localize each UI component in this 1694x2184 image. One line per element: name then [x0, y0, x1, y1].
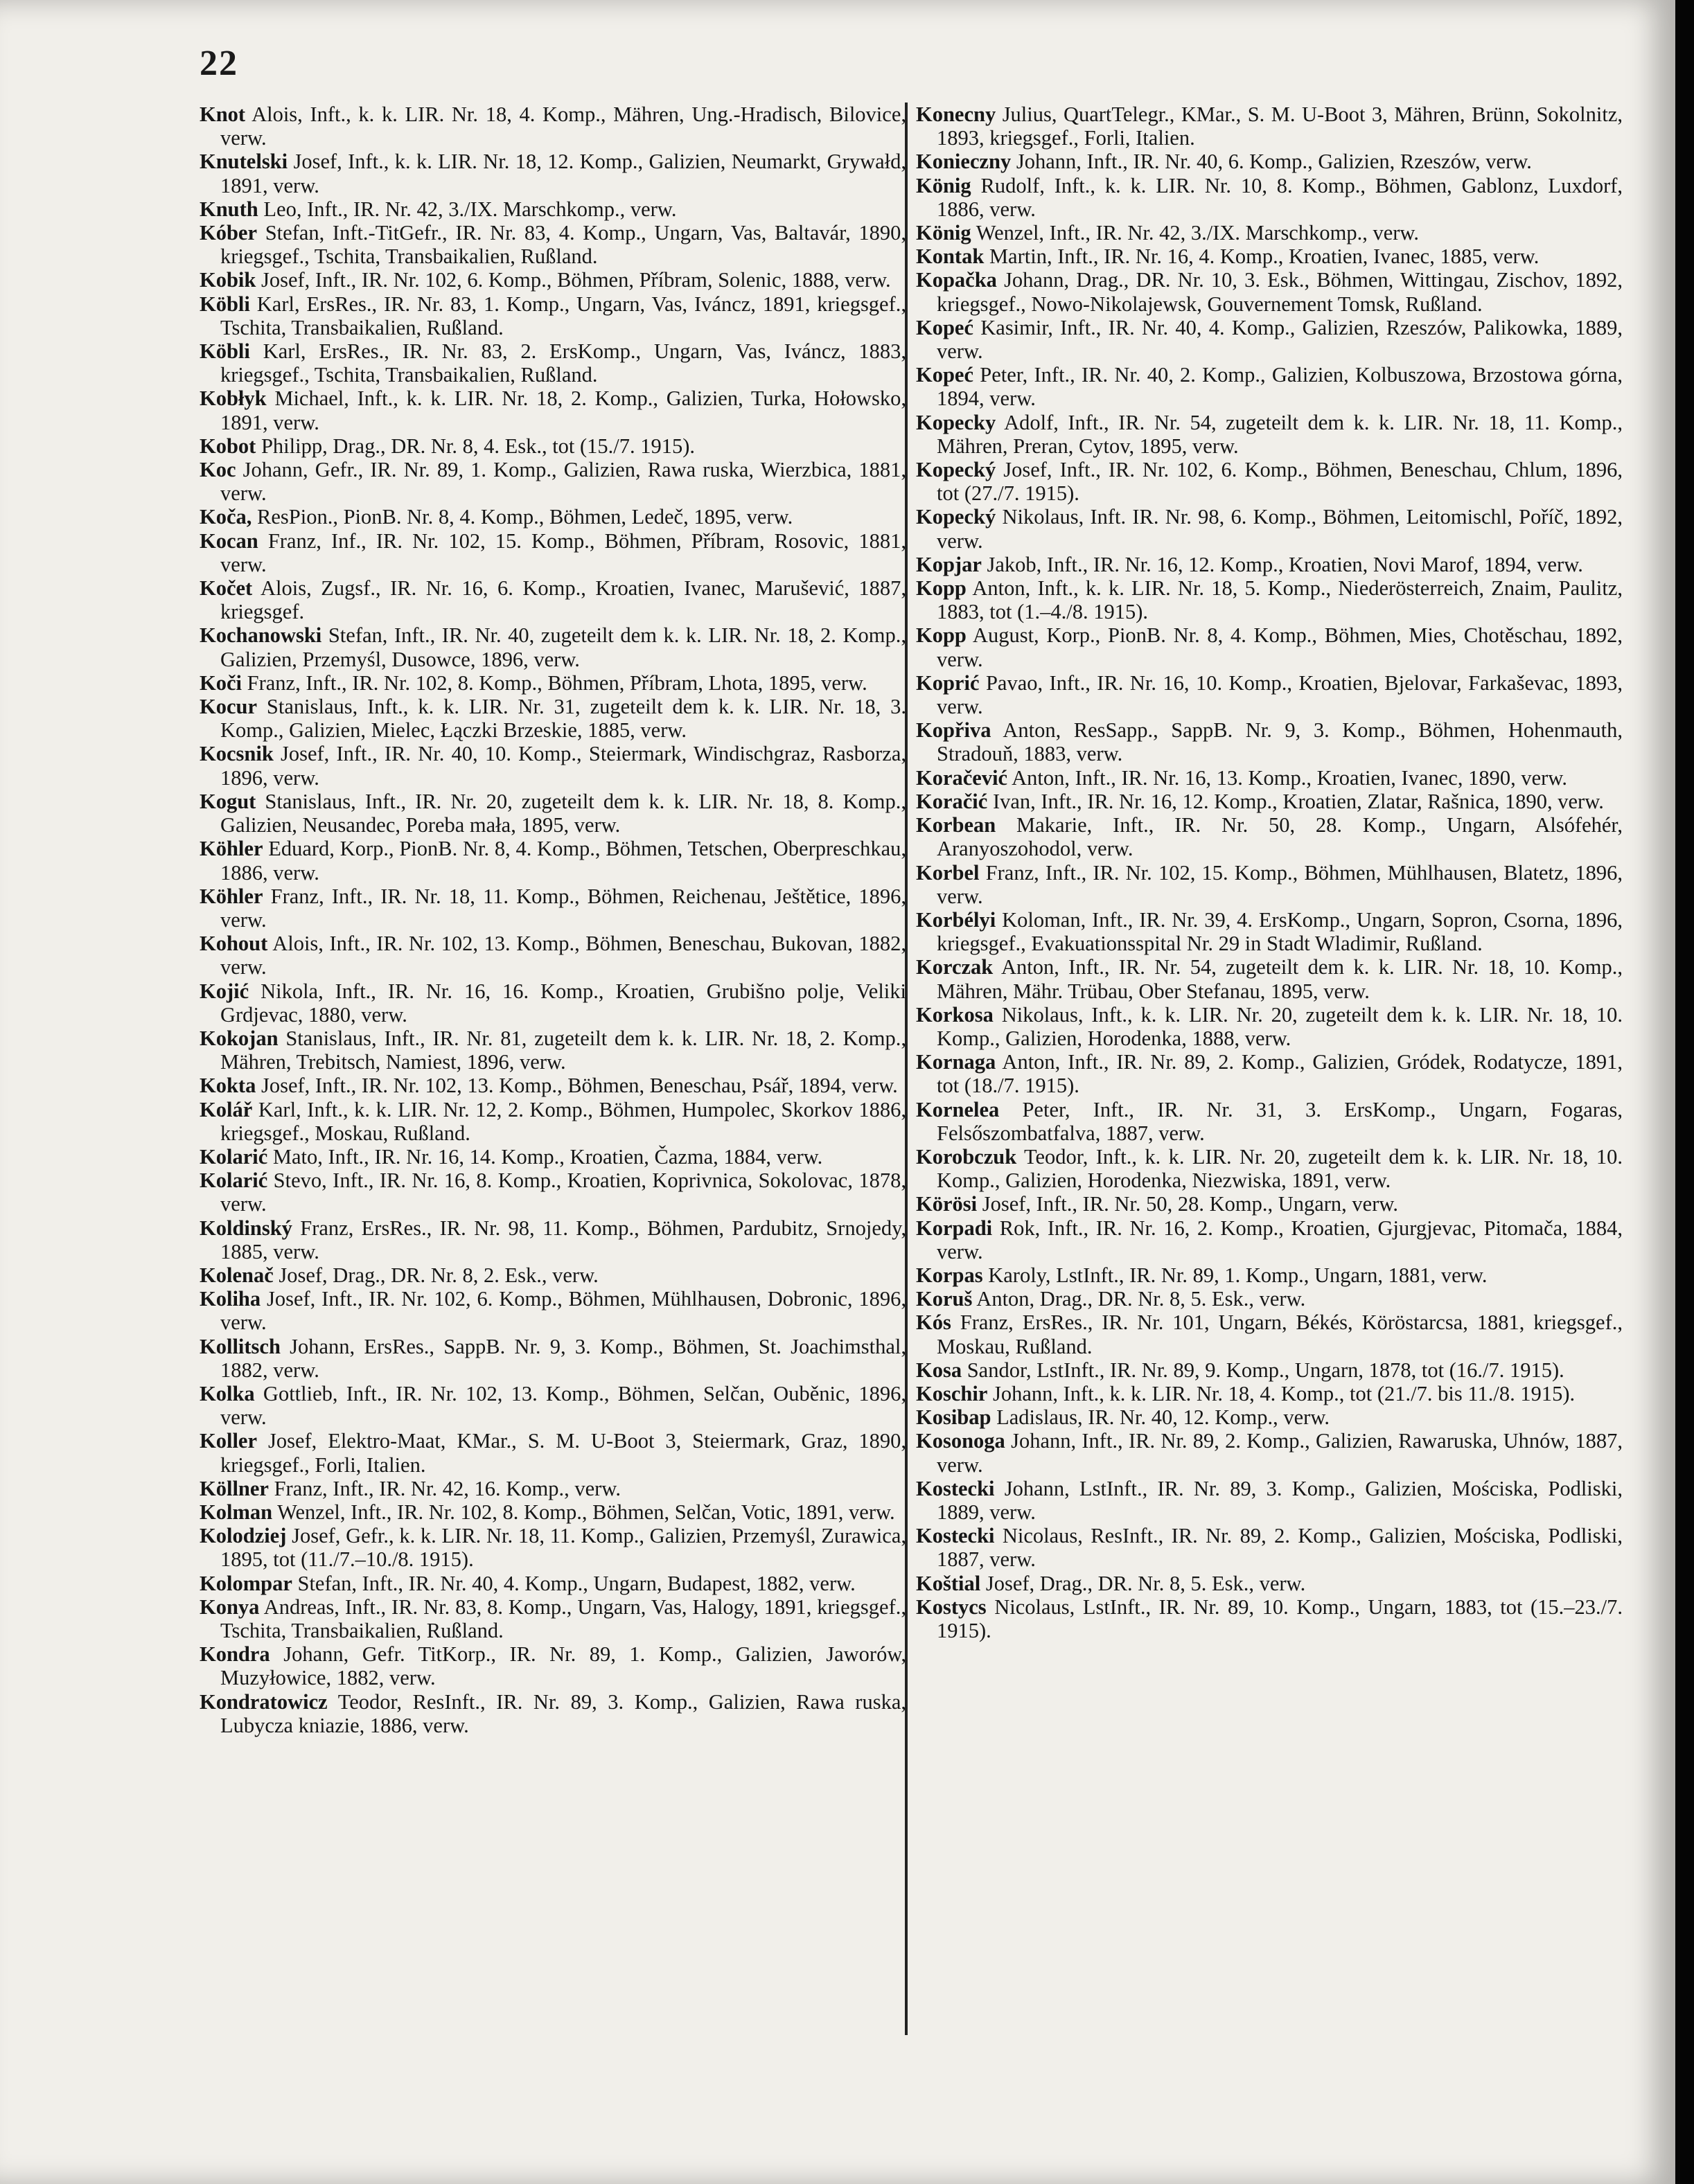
list-entry	[200, 292, 906, 339]
entry-details: Karl, ErsRes., IR. Nr. 83, 1. Komp., Ungarn, Vas, Iváncz, 1891, kriegsgef., Tschita, Transbaikalien, Rußland.	[220, 292, 907, 339]
entry-surname: Kobik	[200, 268, 256, 292]
list-entry	[916, 1263, 1623, 1287]
entry-surname: Konya	[200, 1595, 260, 1619]
entry-surname: Kopecký	[916, 458, 996, 482]
list-entry	[200, 1098, 906, 1145]
entry-details: Kasimir, Inft., IR. Nr. 40, 4. Komp., Galizien, Rzeszów, Palikowka, 1889, verw.	[937, 315, 1623, 364]
entry-surname: Korpadi	[916, 1216, 993, 1240]
entry-surname: Körösi	[916, 1192, 978, 1216]
entry-surname: Korkosa	[916, 1002, 994, 1027]
entry-details: Alois, Zugsf., IR. Nr. 16, 6. Komp., Kroatien, Ivanec, Marušević, 1887, kriegsgef.	[220, 576, 906, 624]
list-entry	[916, 813, 1623, 860]
entry-details: Wenzel, Inft., IR. Nr. 102, 8. Komp., Böhmen, Selčan, Votic, 1891, verw.	[277, 1500, 895, 1524]
entry-details: Franz, ErsRes., IR. Nr. 101, Ungarn, Békés, Köröstarcsa, 1881, kriegsgef., Moskau, Rußland.	[937, 1311, 1623, 1358]
list-entry	[916, 1287, 1623, 1311]
entry-details: Philipp, Drag., DR. Nr. 8, 4. Esk., tot (15./7. 1915).	[261, 434, 696, 458]
entry-surname: Knuth	[200, 197, 258, 221]
list-entry	[200, 387, 906, 434]
entry-details: Pavao, Inft., IR. Nr. 16, 10. Komp., Kroatien, Bjelovar, Farkaševac, 1893, verw.	[937, 671, 1623, 719]
entry-details: Johann, Drag., DR. Nr. 10, 3. Esk., Böhmen, Wittingau, Zischov, 1892, kriegsgef., Nowo-Nikolajewsk, Gouvernement Tomsk, Rußland.	[937, 268, 1623, 316]
list-entry	[916, 576, 1623, 623]
entry-surname: Koča,	[200, 505, 252, 529]
entry-surname: Köhler	[200, 837, 263, 861]
entry-surname: Koller	[200, 1429, 257, 1453]
entry-surname: Kocan	[200, 529, 258, 553]
entry-details: Jakob, Inft., IR. Nr. 16, 12. Komp., Kroatien, Novi Marof, 1894, verw.	[987, 552, 1583, 576]
entry-details: Josef, Inft., IR. Nr. 40, 10. Komp., Steiermark, Windischgraz, Rasborza, 1896, verw.	[220, 742, 906, 790]
list-entry	[200, 505, 906, 529]
left-column	[200, 103, 906, 1737]
list-entry	[916, 505, 1623, 552]
entry-details: Stanislaus, Inft., IR. Nr. 20, zugeteilt dem k. k. LIR. Nr. 18, 8. Komp., Galizien, Neusandec, Poreba mała, 1895, verw.	[220, 789, 906, 837]
list-entry	[200, 671, 906, 695]
entry-surname: Kopp	[916, 623, 967, 648]
entry-surname: Kopp	[916, 576, 967, 601]
entry-surname: Kokta	[200, 1074, 256, 1098]
entry-details: Nicolaus, LstInft., IR. Nr. 89, 10. Komp., Ungarn, 1883, tot (15.–23./7. 1915).	[937, 1595, 1623, 1642]
entry-details: Wenzel, Inft., IR. Nr. 42, 3./IX. Marschkomp., verw.	[976, 221, 1420, 245]
list-entry	[916, 1050, 1623, 1097]
list-entry	[200, 1500, 906, 1524]
entry-surname: Köbli	[200, 339, 250, 364]
entry-details: Peter, Inft., IR. Nr. 31, 3. ErsKomp., Ungarn, Fogaras, Felsőszombatfalva, 1887, verw.	[937, 1097, 1623, 1145]
list-entry	[916, 150, 1623, 173]
list-entry	[200, 1216, 906, 1263]
entry-details: Alois, Inft., IR. Nr. 102, 13. Komp., Böhmen, Beneschau, Bukovan, 1882, verw.	[220, 932, 906, 979]
list-entry	[916, 174, 1623, 221]
entry-surname: Koči	[200, 671, 242, 695]
entry-surname: Kolarić	[200, 1169, 268, 1193]
entry-details: Teodor, Inft., k. k. LIR. Nr. 20, zugeteilt dem k. k. LIR. Nr. 18, 10. Komp., Galizien, Horodenka, Niezwiska, 1891, verw.	[937, 1144, 1623, 1193]
entry-surname: Koračević	[916, 765, 1008, 790]
entry-surname: Korobczuk	[916, 1144, 1017, 1169]
list-entry	[200, 1524, 906, 1571]
list-entry	[200, 1595, 906, 1642]
entry-surname: Koschir	[916, 1381, 988, 1405]
entry-details: Anton, Inft., IR. Nr. 89, 2. Komp., Galizien, Gródek, Rodatycze, 1891, tot (18./7. 1915).	[937, 1050, 1623, 1098]
list-entry	[916, 790, 1623, 813]
entry-surname: Konecny	[916, 103, 996, 126]
entry-details: Makarie, Inft., IR. Nr. 50, 28. Komp., Ungarn, Alsófehér, Aranyoszohodol, verw.	[937, 813, 1623, 861]
entry-details: Martin, Inft., IR. Nr. 16, 4. Komp., Kroatien, Ivanec, 1885, verw.	[989, 245, 1539, 269]
entry-surname: Kolenač	[200, 1263, 274, 1287]
entry-surname: Koc	[200, 458, 236, 482]
entry-details: ResPion., PionB. Nr. 8, 4. Komp., Böhmen, Ledeč, 1895, verw.	[257, 505, 793, 529]
entry-details: Franz, Inft., IR. Nr. 18, 11. Komp., Böhmen, Reichenau, Ještětice, 1896, verw.	[220, 884, 907, 932]
entry-details: Johann, Inft., IR. Nr. 89, 2. Komp., Galizien, Rawaruska, Uhnów, 1887, verw.	[937, 1429, 1623, 1477]
entry-surname: Kós	[916, 1311, 951, 1335]
entry-surname: König	[916, 173, 971, 197]
entry-details: Rok, Inft., IR. Nr. 16, 2. Komp., Kroatien, Gjurgjevac, Pitomača, 1884, verw.	[937, 1216, 1623, 1263]
entry-surname: Korbel	[916, 860, 980, 885]
entry-surname: Korbean	[916, 813, 996, 837]
list-entry	[916, 1429, 1623, 1476]
list-entry	[916, 363, 1623, 410]
entry-details: Anton, Inft., IR. Nr. 16, 13. Komp., Kroatien, Ivanec, 1890, verw.	[1012, 765, 1567, 790]
entry-details: Eduard, Korp., PionB. Nr. 8, 4. Komp., Böhmen, Tetschen, Oberpreschkau, 1886, verw.	[220, 837, 906, 885]
list-entry	[916, 1572, 1623, 1595]
entry-surname: Korbélyi	[916, 907, 996, 932]
entry-surname: Korczak	[916, 955, 994, 979]
list-entry	[200, 1642, 906, 1689]
entry-surname: Koliha	[200, 1287, 261, 1311]
entry-details: Karoly, LstInft., IR. Nr. 89, 1. Komp., Ungarn, 1881, verw.	[988, 1263, 1488, 1287]
entry-surname: Kopecky	[916, 410, 996, 434]
list-entry	[200, 1263, 906, 1287]
list-entry	[916, 1524, 1623, 1571]
list-entry	[200, 197, 906, 221]
entry-details: Josef, Gefr., k. k. LIR. Nr. 18, 11. Komp., Galizien, Przemyśl, Zurawica, 1895, tot (11./7.–10./8. 1915).	[220, 1524, 906, 1572]
entry-details: Karl, ErsRes., IR. Nr. 83, 2. ErsKomp., Ungarn, Vas, Iváncz, 1883, kriegsgef., Tschita, Transbaikalien, Rußland.	[220, 339, 907, 387]
list-entry	[916, 411, 1623, 458]
entry-surname: Kocur	[200, 695, 258, 719]
entry-details: Johann, Inft., IR. Nr. 40, 6. Komp., Galizien, Rzeszów, verw.	[1016, 150, 1532, 174]
list-entry	[200, 1572, 906, 1595]
entry-surname: Kočet	[200, 576, 253, 601]
list-entry	[200, 790, 906, 837]
list-entry	[916, 221, 1623, 245]
entry-details: Anton, Drag., DR. Nr. 8, 5. Esk., verw.	[976, 1287, 1306, 1311]
list-entry	[200, 1027, 906, 1074]
entry-surname: Kopecký	[916, 505, 996, 529]
list-entry	[200, 434, 906, 458]
entry-surname: Kolář	[200, 1097, 253, 1121]
entry-surname: Köbli	[200, 292, 250, 316]
entry-surname: Koštial	[916, 1571, 981, 1595]
entry-surname: Kopačka	[916, 268, 997, 292]
entry-surname: Kokojan	[200, 1026, 279, 1050]
entry-surname: Kolompar	[200, 1571, 292, 1595]
entry-details: Karl, Inft., k. k. LIR. Nr. 12, 2. Komp., Böhmen, Humpolec, Skorkov 1886, kriegsgef., Moskau, Rußland.	[220, 1097, 906, 1145]
list-entry	[916, 623, 1623, 671]
entry-details: Ivan, Inft., IR. Nr. 16, 12. Komp., Kroatien, Zlatar, Rašnica, 1890, verw.	[992, 789, 1604, 813]
entry-surname: Kopjar	[916, 552, 982, 576]
entry-surname: Koruš	[916, 1287, 973, 1311]
entry-surname: Kojić	[200, 979, 249, 1003]
list-entry	[916, 1192, 1623, 1216]
entry-details: Mato, Inft., IR. Nr. 16, 14. Komp., Kroatien, Čazma, 1884, verw.	[272, 1144, 823, 1169]
entry-details: Stevo, Inft., IR. Nr. 16, 8. Komp., Kroatien, Koprivnica, Sokolovac, 1878, verw.	[220, 1169, 906, 1216]
entry-details: Franz, Inft., IR. Nr. 102, 8. Komp., Böhmen, Příbram, Lhota, 1895, verw.	[247, 671, 867, 695]
list-entry	[200, 103, 906, 150]
entry-surname: Kosa	[916, 1358, 962, 1382]
list-entry	[200, 458, 906, 505]
entry-surname: Kohout	[200, 932, 268, 956]
entry-details: Julius, QuartTelegr., KMar., S. M. U-Boot 3, Mähren, Brünn, Sokolnitz, 1893, kriegsgef., Forli, Italien.	[937, 103, 1623, 150]
entry-details: Josef, Drag., DR. Nr. 8, 2. Esk., verw.	[279, 1263, 599, 1287]
entry-surname: Kostecki	[916, 1524, 995, 1548]
entry-surname: Kosibap	[916, 1405, 991, 1430]
entry-surname: Knutelski	[200, 150, 288, 174]
entry-surname: Kosonoga	[916, 1429, 1005, 1453]
list-entry	[200, 1429, 906, 1476]
entry-surname: Kopeć	[916, 363, 974, 387]
entry-details: Rudolf, Inft., k. k. LIR. Nr. 10, 8. Komp., Böhmen, Gablonz, Luxdorf, 1886, verw.	[937, 173, 1623, 221]
entry-surname: Kornelea	[916, 1097, 1000, 1121]
list-entry	[200, 1477, 906, 1500]
entry-details: Anton, ResSapp., SappB. Nr. 9, 3. Komp., Böhmen, Hohenmauth, Stradouň, 1883, verw.	[937, 718, 1623, 766]
entry-surname: Köllner	[200, 1476, 269, 1500]
list-entry	[200, 1169, 906, 1216]
list-entry	[200, 1287, 906, 1334]
list-entry	[916, 1003, 1623, 1050]
list-entry	[200, 1382, 906, 1429]
entry-details: Anton, Inft., k. k. LIR. Nr. 18, 5. Komp., Niederösterreich, Znaim, Paulitz, 1883, tot (1.–4./8. 1915).	[937, 576, 1623, 624]
entry-surname: Kocsnik	[200, 742, 274, 766]
entry-details: Nikolaus, Inft., k. k. LIR. Nr. 20, zugeteilt dem k. k. LIR. Nr. 18, 10. Komp., Galizien, Horodenka, 1888, verw.	[937, 1002, 1623, 1050]
entry-details: Teodor, ResInft., IR. Nr. 89, 3. Komp., Galizien, Rawa ruska, Lubycza kniazie, 1886, verw.	[220, 1689, 906, 1737]
list-entry	[200, 1690, 906, 1737]
entry-details: August, Korp., PionB. Nr. 8, 4. Komp., Böhmen, Mies, Chotěschau, 1892, verw.	[937, 623, 1623, 671]
entry-details: Nikolaus, Inft. IR. Nr. 98, 6. Komp., Böhmen, Leitomischl, Poříč, 1892, verw.	[937, 505, 1623, 553]
list-entry	[200, 576, 906, 623]
entry-surname: Kochanowski	[200, 623, 322, 648]
entry-details: Nicolaus, ResInft., IR. Nr. 89, 2. Komp., Galizien, Mościska, Podliski, 1887, verw.	[937, 1524, 1623, 1572]
entry-surname: Kostecki	[916, 1476, 995, 1500]
entry-surname: Kolarić	[200, 1144, 268, 1169]
list-entry	[916, 766, 1623, 790]
entry-details: Franz, Inft., IR. Nr. 102, 15. Komp., Böhmen, Mühlhausen, Blatetz, 1896, verw.	[937, 860, 1623, 908]
entry-details: Peter, Inft., IR. Nr. 40, 2. Komp., Galizien, Kolbuszowa, Brzostowa górna, 1894, verw.	[937, 363, 1623, 411]
entry-details: Stanislaus, Inft., k. k. LIR. Nr. 31, zugeteilt dem k. k. LIR. Nr. 18, 3. Komp., Galizien, Mielec, Łączki Brzeskie, 1885, verw.	[220, 695, 907, 743]
list-entry	[200, 221, 906, 268]
list-entry	[916, 861, 1623, 908]
list-entry	[200, 695, 906, 742]
entry-details: Anton, Inft., IR. Nr. 54, zugeteilt dem k. k. LIR. Nr. 18, 10. Komp., Mähren, Mähr. Trübau, Ober Stefanau, 1895, verw.	[937, 955, 1623, 1003]
list-entry	[916, 908, 1623, 955]
entry-details: Stanislaus, Inft., IR. Nr. 81, zugeteilt dem k. k. LIR. Nr. 18, 2. Komp., Mähren, Trebitsch, Namiest, 1896, verw.	[220, 1026, 907, 1074]
entry-details: Josef, Inft., IR. Nr. 102, 6. Komp., Böhmen, Mühlhausen, Dobronic, 1896, verw.	[220, 1287, 906, 1335]
list-entry	[200, 742, 906, 789]
entry-details: Johann, Gefr. TitKorp., IR. Nr. 89, 1. Komp., Galizien, Jaworów, Muzyłowice, 1882, verw.	[220, 1642, 906, 1690]
entry-surname: Kollitsch	[200, 1334, 281, 1358]
entry-details: Nikola, Inft., IR. Nr. 16, 16. Komp., Kroatien, Grubišno polje, Veliki Grdjevac, 1880, verw.	[220, 979, 906, 1027]
entry-surname: Korpas	[916, 1263, 983, 1287]
entry-details: Stefan, Inft., IR. Nr. 40, 4. Komp., Ungarn, Budapest, 1882, verw.	[297, 1571, 856, 1595]
list-entry	[200, 1145, 906, 1169]
entry-surname: Kornaga	[916, 1050, 996, 1074]
entry-surname: Kopřiva	[916, 718, 991, 743]
entry-details: Josef, Inft., IR. Nr. 102, 6. Komp., Böhmen, Příbram, Solenic, 1888, verw.	[261, 268, 891, 292]
list-entry	[916, 1216, 1623, 1263]
list-entry	[916, 268, 1623, 315]
entry-details: Josef, Inft., IR. Nr. 50, 28. Komp., Ungarn, verw.	[982, 1192, 1399, 1216]
list-entry	[200, 932, 906, 979]
entry-surname: König	[916, 221, 971, 245]
list-entry	[916, 955, 1623, 1002]
entry-details: Alois, Inft., k. k. LIR. Nr. 18, 4. Komp., Mähren, Ung.-Hradisch, Bilovice, verw.	[220, 103, 906, 150]
entry-surname: Kóber	[200, 221, 258, 245]
entry-surname: Knot	[200, 103, 246, 126]
list-entry	[916, 1595, 1623, 1642]
list-entry	[200, 1074, 906, 1097]
entry-details: Franz, Inf., IR. Nr. 102, 15. Komp., Böhmen, Příbram, Rosovic, 1881, verw.	[220, 529, 906, 576]
entry-details: Johann, Inft., k. k. LIR. Nr. 18, 4. Komp., tot (21./7. bis 11./8. 1915).	[992, 1381, 1576, 1405]
entry-details: Franz, ErsRes., IR. Nr. 98, 11. Komp., Böhmen, Pardubitz, Srnojedy, 1885, verw.	[220, 1216, 906, 1263]
list-entry	[916, 245, 1623, 268]
list-entry	[916, 1477, 1623, 1524]
list-entry	[916, 1098, 1623, 1145]
entry-surname: Kobot	[200, 434, 256, 458]
entry-surname: Kondratowicz	[200, 1689, 328, 1714]
list-entry	[916, 1382, 1623, 1405]
entry-details: Adolf, Inft., IR. Nr. 54, zugeteilt dem k. k. LIR. Nr. 18, 11. Komp., Mähren, Preran, Cytov, 1895, verw.	[937, 410, 1623, 458]
list-entry	[916, 1145, 1623, 1192]
list-entry	[200, 339, 906, 387]
entry-surname: Kostycs	[916, 1595, 987, 1619]
list-entry	[200, 623, 906, 671]
entry-details: Josef, Inft., IR. Nr. 102, 13. Komp., Böhmen, Beneschau, Psář, 1894, verw.	[261, 1074, 898, 1098]
entry-details: Josef, Drag., DR. Nr. 8, 5. Esk., verw.	[985, 1571, 1306, 1595]
entry-details: Josef, Inft., k. k. LIR. Nr. 18, 12. Komp., Galizien, Neumarkt, Grywałd, 1891, verw.	[220, 150, 907, 197]
entry-surname: Koldinský	[200, 1216, 292, 1240]
entry-surname: Koračić	[916, 789, 988, 813]
entry-surname: Kondra	[200, 1642, 270, 1667]
entry-surname: Kopeć	[916, 315, 974, 339]
entry-details: Josef, Elektro-Maat, KMar., S. M. U-Boot 3, Steiermark, Graz, 1890, kriegsgef., Forli, Italien.	[220, 1429, 907, 1477]
list-entry	[916, 1311, 1623, 1358]
entry-surname: Konieczny	[916, 150, 1012, 174]
entry-surname: Koprić	[916, 671, 980, 695]
entry-details: Koloman, Inft., IR. Nr. 39, 4. ErsKomp., Ungarn, Sopron, Csorna, 1896, kriegsgef., Evakuationsspital Nr. 29 in Stadt Wladimir, Rußland.	[937, 907, 1623, 956]
entry-details: Ladislaus, IR. Nr. 40, 12. Komp., verw.	[996, 1405, 1330, 1430]
entry-surname: Kobłyk	[200, 387, 267, 411]
list-entry	[200, 885, 906, 932]
entry-details: Johann, Gefr., IR. Nr. 89, 1. Komp., Galizien, Rawa ruska, Wierzbica, 1881, verw.	[220, 458, 907, 506]
list-entry	[916, 1358, 1623, 1382]
entry-surname: Kontak	[916, 245, 985, 269]
list-entry	[200, 837, 906, 884]
list-entry	[916, 103, 1623, 150]
entry-details: Sandor, LstInft., IR. Nr. 89, 9. Komp., Ungarn, 1878, tot (16./7. 1915).	[967, 1358, 1564, 1382]
entry-details: Stefan, Inft., IR. Nr. 40, zugeteilt dem k. k. LIR. Nr. 18, 2. Komp., Galizien, Przemyśl, Dusowce, 1896, verw.	[220, 623, 906, 671]
entry-details: Josef, Inft., IR. Nr. 102, 6. Komp., Böhmen, Beneschau, Chlum, 1896, tot (27./7. 1915).	[937, 458, 1623, 506]
entry-details: Leo, Inft., IR. Nr. 42, 3./IX. Marschkomp., verw.	[263, 197, 677, 221]
list-entry	[200, 529, 906, 576]
list-entry	[200, 1335, 906, 1382]
scan-border	[1675, 0, 1694, 2184]
list-entry	[916, 458, 1623, 505]
list-entry	[916, 316, 1623, 363]
list-entry	[916, 718, 1623, 765]
entry-surname: Kogut	[200, 789, 256, 813]
entry-surname: Köhler	[200, 884, 263, 908]
entry-details: Johann, ErsRes., SappB. Nr. 9, 3. Komp., Böhmen, St. Joachimsthal, 1882, verw.	[220, 1334, 906, 1382]
list-entry	[200, 150, 906, 197]
entry-details: Franz, Inft., IR. Nr. 42, 16. Komp., verw.	[274, 1476, 621, 1500]
entry-details: Gottlieb, Inft., IR. Nr. 102, 13. Komp., Böhmen, Selčan, Ouběnic, 1896, verw.	[220, 1381, 906, 1430]
entry-details: Stefan, Inft.-TitGefr., IR. Nr. 83, 4. Komp., Ungarn, Vas, Baltavár, 1890, kriegsgef., Tschita, Transbaikalien, Rußland.	[220, 221, 907, 269]
list-entry	[916, 553, 1623, 576]
entry-surname: Kolman	[200, 1500, 273, 1524]
entry-surname: Kolodziej	[200, 1524, 287, 1548]
entry-surname: Kolka	[200, 1381, 255, 1405]
list-entry	[200, 979, 906, 1027]
right-column	[916, 103, 1623, 1642]
list-entry	[916, 671, 1623, 718]
page-number: 22	[200, 44, 238, 83]
entry-details: Johann, LstInft., IR. Nr. 89, 3. Komp., Galizien, Mościska, Podliski, 1889, verw.	[937, 1476, 1623, 1524]
list-entry	[200, 268, 906, 292]
entry-details: Michael, Inft., k. k. LIR. Nr. 18, 2. Komp., Galizien, Turka, Hołowsko, 1891, verw.	[220, 387, 906, 434]
list-entry	[916, 1405, 1623, 1429]
entry-details: Andreas, Inft., IR. Nr. 83, 8. Komp., Ungarn, Vas, Halogy, 1891, kriegsgef., Tschita, Transbaikalien, Rußland.	[220, 1595, 906, 1642]
